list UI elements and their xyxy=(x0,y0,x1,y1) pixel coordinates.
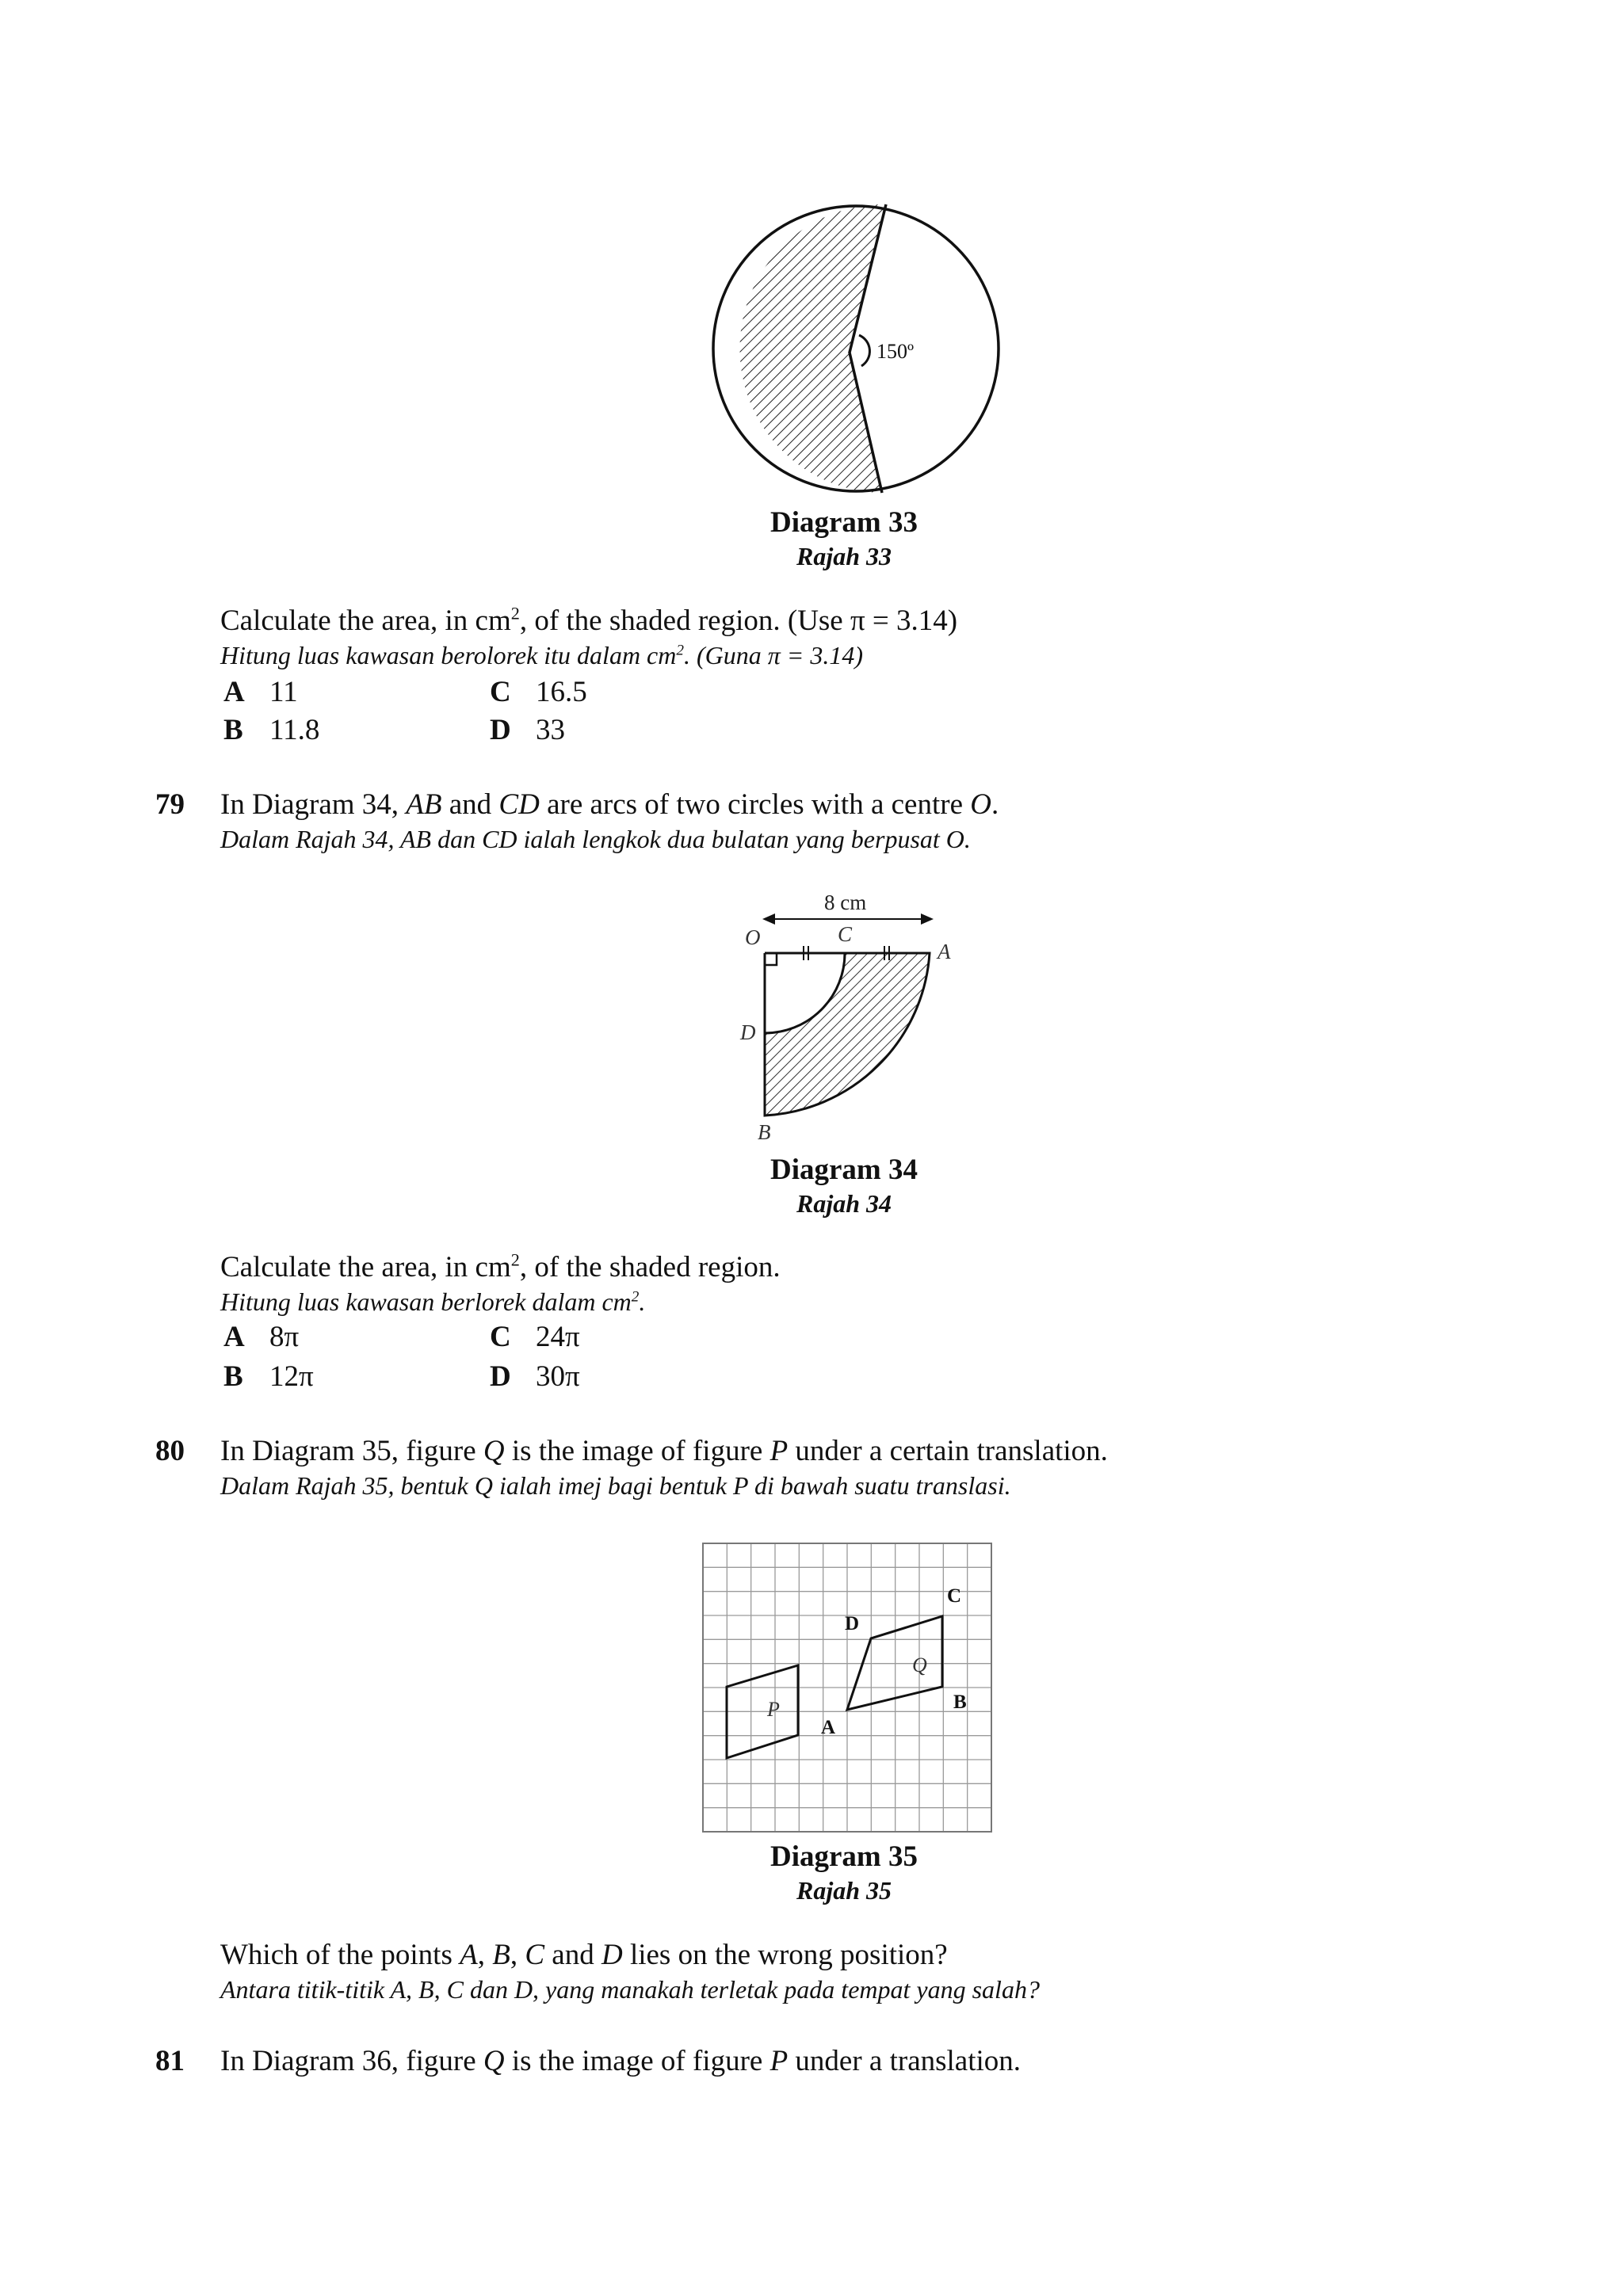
q81-number: 81 xyxy=(155,2045,185,2077)
diagram-34-caption-ms: Rajah 34 xyxy=(796,1189,892,1218)
q78-option-b[interactable]: B 11.8 xyxy=(223,714,320,746)
q80-stem-en: In Diagram 35, figure Q is the image of figure P under a certain translation. xyxy=(220,1435,1108,1467)
q78-option-c[interactable]: C 16.5 xyxy=(490,676,587,708)
q79-option-d[interactable]: D 30π xyxy=(490,1360,580,1393)
q81-stem-en: In Diagram 36, figure Q is the image of figure P under a translation. xyxy=(220,2045,1022,2077)
angle-label: 150º xyxy=(876,340,915,363)
q78-option-a[interactable]: A 11 xyxy=(223,676,298,708)
q79-stem-en: In Diagram 34, AB and CD are arcs of two circles with a centre O. xyxy=(220,788,999,821)
point-label-a: A xyxy=(938,940,951,963)
q80-number: 80 xyxy=(155,1435,185,1467)
diagram-33 xyxy=(689,190,1006,507)
q78-prompt-ms: Hitung luas kawasan berolorek itu dalam $cm^2$. (Guna π = 3.14) xyxy=(220,641,863,669)
point-label-d: D xyxy=(845,1613,860,1634)
diagram-33-caption-ms: Rajah 33 xyxy=(796,542,892,570)
point-label-o: O xyxy=(745,925,761,949)
point-label-b: B xyxy=(953,1691,967,1713)
diagram-35 xyxy=(697,1537,999,1838)
point-label-b: B xyxy=(758,1120,771,1144)
diagram-34 xyxy=(729,879,967,1149)
q79-option-b[interactable]: B 12π xyxy=(223,1360,314,1393)
q79-option-a[interactable]: A 8π xyxy=(223,1321,300,1353)
right-angle-marker xyxy=(765,953,777,965)
point-label-c: C xyxy=(947,1585,962,1607)
length-label: 8 cm xyxy=(824,891,867,914)
q79-stem-ms: Dalam Rajah 34, AB dan CD ialah lengkok dua bulatan yang berpusat O. xyxy=(220,825,971,853)
q80-stem-ms: Dalam Rajah 35, bentuk Q ialah imej bagi bentuk P di bawah suatu translasi. xyxy=(220,1471,1011,1500)
q78-option-d[interactable]: D 33 xyxy=(490,714,565,746)
point-label-d: D xyxy=(740,1020,756,1044)
point-label-c: C xyxy=(838,922,853,946)
q79-prompt-ms: Hitung luas kawasan berlorek dalam $cm^2$. xyxy=(220,1287,646,1316)
diagram-34-caption: Diagram 34 xyxy=(770,1154,918,1186)
q78-prompt-en: Calculate the area, in $cm^2$, of the shaded region. (Use π = 3.14) xyxy=(220,603,958,637)
shaded-segment xyxy=(739,204,886,493)
figure-q xyxy=(847,1616,942,1710)
shaded-ring xyxy=(765,953,930,1116)
q80-prompt-en: Which of the points A, B, C and D lies on the wrong position? xyxy=(220,1939,948,1971)
figure-label-p: P xyxy=(767,1698,780,1721)
angle-arc xyxy=(859,335,869,366)
q79-option-c[interactable]: C 24π xyxy=(490,1321,580,1353)
figure-label-q: Q xyxy=(912,1653,927,1676)
arrowhead-right xyxy=(921,913,934,925)
q79-prompt-en: Calculate the area, in $cm^2$, of the shaded region. xyxy=(220,1249,781,1283)
diagram-35-caption-ms: Rajah 35 xyxy=(796,1876,892,1905)
arrowhead-left xyxy=(762,913,775,925)
q80-prompt-ms: Antara titik-titik A, B, C dan D, yang manakah terletak pada tempat yang salah? xyxy=(220,1975,1040,2004)
point-label-a: A xyxy=(821,1717,836,1738)
diagram-35-caption: Diagram 35 xyxy=(770,1840,918,1873)
q79-number: 79 xyxy=(155,788,185,821)
diagram-33-caption: Diagram 33 xyxy=(770,506,918,539)
